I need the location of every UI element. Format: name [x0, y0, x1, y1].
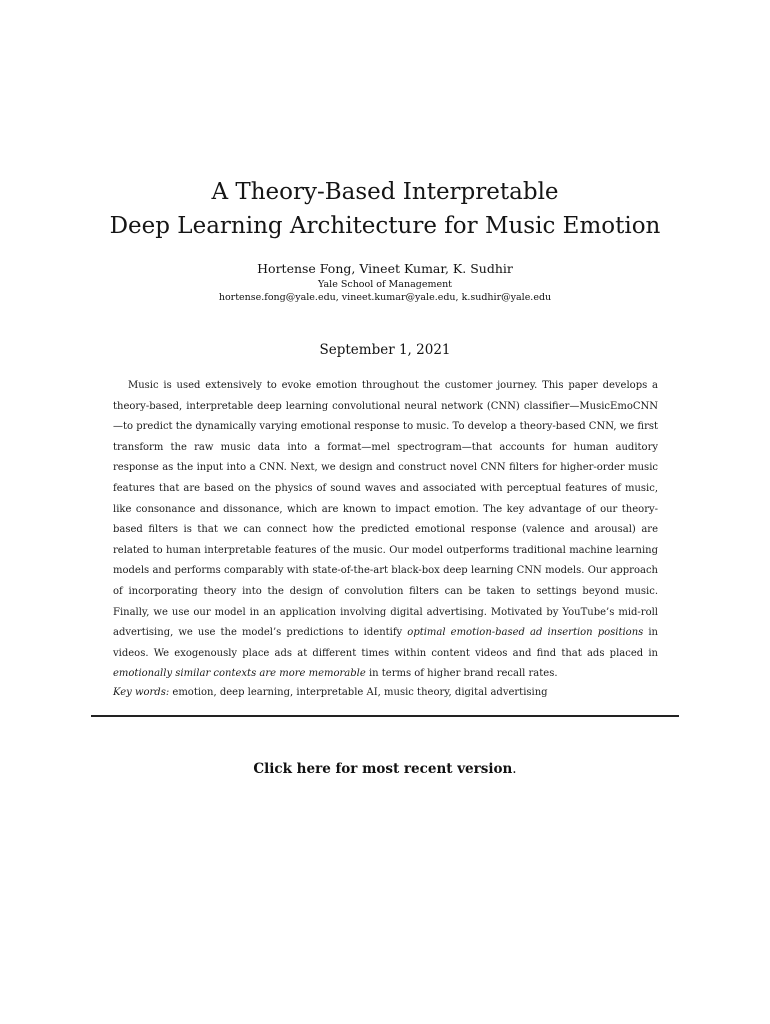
abstract-text-1: Music is used extensively to evoke emotion throughout the customer journey. This paper develops a theory-based, interpretable deep learning convolutional neural network (CNN) classifier—MusicEmoCNN—to predict the dynamically varying emotional response to music. To develop a theory-based CNN, we first transform the raw music data into a format—mel spectrogram—that accounts for human auditory response as the input into a CNN. Next, we design and construct novel CNN filters for higher-order music features that are based on the physics of sound waves and associated with perceptual features of music, like consonance and dissonance, which are known to impact emotion. The key advantage of our theory-based filters is that we can connect how the predicted emotional response (valence and arousal) are related to human interpretable features of the music. Our model outperforms traditional machine learning models and performs comparably with state-of-the-art black-box deep learning CNN models. Our approach of incorporating theory into the design of convolution filters can be taken to settings beyond music. Finally, we use our model in an application involving digital advertising. Motivated by YouTube’s mid-roll advertising, we use the model’s predictions to identify — [113, 380, 658, 639]
publication-date: September 1, 2021 — [319, 342, 451, 358]
paper-title-line-1: A Theory-Based Interpretable — [211, 179, 559, 205]
abstract-emphasis-1: optimal emotion-based ad insertion positions — [407, 627, 644, 639]
paper-title-line-2: Deep Learning Architecture for Music Emotion — [109, 213, 661, 239]
recent-version-link[interactable]: Click here for most recent version — [253, 761, 513, 777]
keywords-list: emotion, deep learning, interpretable AI, music theory, digital advertising — [169, 687, 548, 698]
author-emails: hortense.fong@yale.edu, vineet.kumar@yale.edu, k.sudhir@yale.edu — [218, 292, 552, 303]
author-affiliation: Yale School of Management — [317, 279, 453, 290]
abstract — [113, 376, 658, 685]
abstract-emphasis-2: emotionally similar contexts are more memorable — [113, 668, 366, 680]
horizontal-rule — [91, 715, 679, 717]
keywords-label: Key words: — [113, 687, 170, 698]
author-list: Hortense Fong, Vineet Kumar, K. Sudhir — [257, 261, 513, 276]
abstract-text-2: in videos. We exogenously place ads at different times within content videos and find that ads placed in — [113, 627, 659, 659]
recent-version-period: . — [512, 761, 517, 777]
recent-version-line — [0, 763, 770, 777]
abstract-text-3: in terms of higher brand recall rates. — [365, 668, 558, 680]
keywords — [113, 688, 658, 698]
